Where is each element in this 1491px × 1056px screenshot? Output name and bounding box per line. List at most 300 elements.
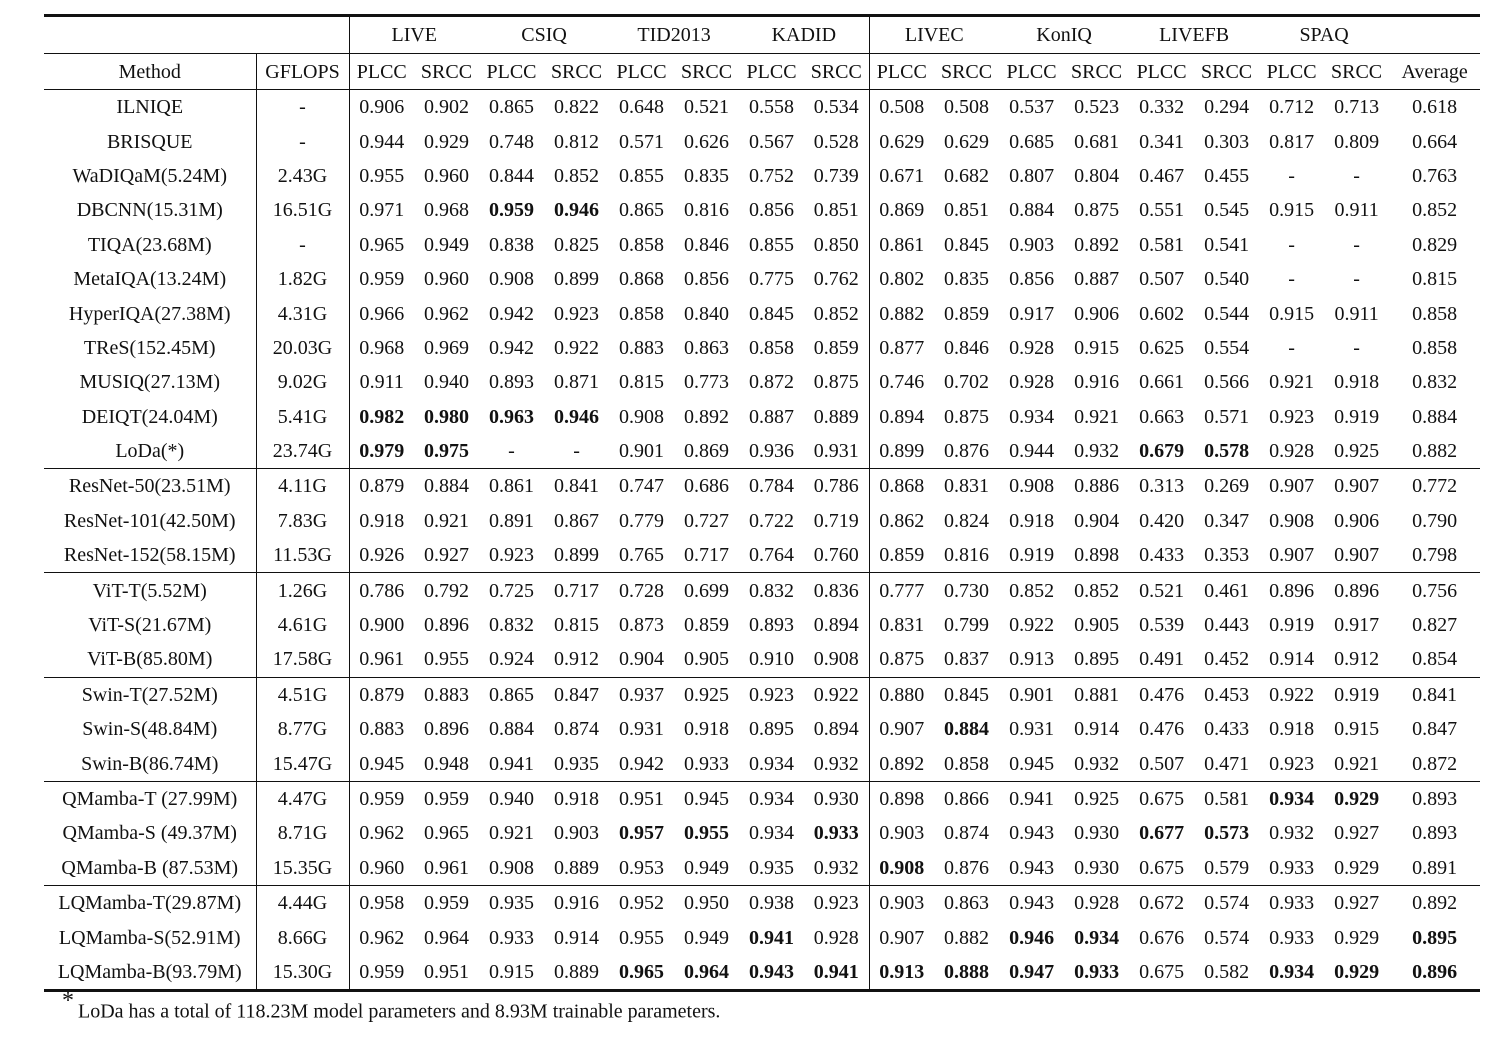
score-cell: 0.727 (684, 509, 730, 532)
method-cell: QMamba-B (87.53M) (61, 856, 239, 879)
results-table-container (44, 14, 1480, 992)
score-cell: 0.922 (1009, 614, 1055, 637)
score-cell: 0.923 (1269, 752, 1315, 775)
score-cell: 0.929 (1324, 955, 1389, 991)
score-cell: 0.879 (349, 469, 414, 504)
score-cell: 0.786 (804, 469, 869, 504)
table-row (44, 538, 1480, 573)
dataset-header-kadid: KADID (739, 16, 869, 54)
score-cell: 0.544 (1204, 302, 1250, 325)
score-cell: 0.889 (813, 405, 859, 428)
score-cell: 0.965 (609, 955, 674, 991)
score-cell: 0.908 (489, 856, 535, 879)
method-cell: QMamba-S (49.37M) (62, 822, 237, 845)
score-cell: 0.921 (424, 509, 469, 532)
score-cell: 0.792 (414, 573, 479, 608)
gflops-cell: 2.43G (256, 159, 349, 193)
score-cell: 0.746 (869, 365, 934, 399)
score-cell: 0.922 (1259, 677, 1324, 712)
score-cell: 0.932 (813, 752, 859, 775)
metric-header-srcc: SRCC (674, 54, 739, 90)
score-cell: 0.812 (554, 130, 600, 153)
score-cell: 0.836 (804, 573, 869, 608)
table-row (44, 434, 1480, 469)
score-cell: - (1288, 233, 1295, 256)
score-cell: 0.877 (869, 331, 934, 365)
score-cell: 0.941 (804, 955, 869, 991)
score-cell: 0.908 (869, 851, 934, 886)
score-cell: 0.433 (1139, 544, 1185, 567)
score-cell: 0.865 (479, 677, 544, 712)
score-cell: 0.847 (544, 677, 609, 712)
score-cell: 0.907 (1324, 469, 1389, 504)
score-cell: 0.841 (544, 469, 609, 504)
footnote (62, 990, 720, 1024)
score-cell: - (1353, 233, 1360, 256)
method-cell: LoDa(*) (115, 440, 185, 463)
average-cell: 0.893 (1389, 781, 1480, 816)
score-cell: 0.961 (424, 856, 469, 879)
gflops-cell: 15.30G (256, 955, 349, 991)
score-cell: 0.919 (1334, 405, 1380, 428)
score-cell: 0.946 (554, 199, 600, 222)
score-cell: 0.859 (869, 538, 934, 573)
blank-cell (44, 16, 256, 54)
average-header: Average (1389, 54, 1480, 90)
dataset-header-csiq: CSIQ (479, 16, 609, 54)
score-cell: 0.928 (1009, 371, 1055, 394)
score-cell: 0.846 (944, 336, 990, 359)
score-cell: 0.866 (934, 781, 999, 816)
score-cell: 0.964 (674, 955, 739, 991)
score-cell: 0.892 (1074, 233, 1120, 256)
method-cell: TReS(152.45M) (83, 336, 216, 359)
average-cell: 0.854 (1412, 648, 1458, 671)
score-cell: 0.923 (739, 677, 804, 712)
score-cell: 0.941 (489, 752, 535, 775)
dataset-header-livec: LIVEC (869, 16, 999, 54)
score-cell: 0.921 (1334, 752, 1380, 775)
gflops-cell: 16.51G (256, 193, 349, 227)
score-cell: 0.868 (619, 268, 665, 291)
score-cell: 0.835 (684, 164, 730, 187)
method-cell: HyperIQA(27.38M) (68, 302, 231, 325)
method-cell: Swin-B(86.74M) (81, 752, 219, 775)
table-row (44, 955, 1480, 991)
score-cell: - (1288, 268, 1295, 291)
score-cell: 0.566 (1204, 371, 1250, 394)
table-row (44, 677, 1480, 712)
score-cell: 0.960 (349, 851, 414, 886)
score-cell: 0.871 (554, 371, 600, 394)
gflops-cell: 8.66G (256, 920, 349, 954)
table-row (44, 193, 1480, 227)
score-cell: 0.453 (1194, 677, 1259, 712)
score-cell: - (508, 440, 515, 463)
score-cell: 0.764 (749, 544, 795, 567)
score-cell: 0.671 (869, 159, 934, 193)
metric-header-srcc: SRCC (934, 54, 999, 90)
blank-cell (256, 16, 349, 54)
score-cell: 0.934 (1009, 405, 1055, 428)
score-cell: 0.957 (619, 822, 665, 845)
metric-header-srcc: SRCC (804, 54, 869, 90)
score-cell: 0.919 (1324, 677, 1389, 712)
score-cell: 0.913 (1009, 648, 1055, 671)
average-cell: 0.858 (1412, 302, 1458, 325)
score-cell: 0.883 (349, 712, 414, 746)
score-cell: 0.946 (1009, 926, 1055, 949)
score-cell: 0.838 (489, 233, 535, 256)
score-cell: 0.922 (804, 677, 869, 712)
gflops-cell: 4.11G (256, 469, 349, 504)
score-cell: 0.884 (1009, 199, 1055, 222)
score-cell: 0.717 (544, 573, 609, 608)
score-cell: 0.675 (1139, 856, 1185, 879)
average-cell: 0.896 (1389, 955, 1480, 991)
score-cell: 0.825 (554, 233, 600, 256)
score-cell: 0.944 (349, 124, 414, 158)
score-cell: 0.907 (869, 920, 934, 954)
score-cell: 0.874 (554, 718, 600, 741)
score-cell: 0.467 (1139, 164, 1185, 187)
score-cell: 0.476 (1129, 677, 1194, 712)
score-cell: - (1353, 164, 1360, 187)
score-cell: 0.907 (1334, 544, 1380, 567)
score-cell: 0.353 (1204, 544, 1250, 567)
score-cell: 0.949 (424, 233, 469, 256)
score-cell: 0.537 (999, 90, 1064, 125)
average-cell: 0.832 (1412, 371, 1458, 394)
score-cell: 0.932 (1074, 440, 1120, 463)
gflops-cell: - (256, 228, 349, 262)
score-cell: 0.730 (934, 573, 999, 608)
table-row (44, 124, 1480, 158)
score-cell: 0.925 (674, 677, 739, 712)
score-cell: 0.779 (619, 509, 665, 532)
gflops-cell: 5.41G (256, 400, 349, 434)
score-cell: 0.571 (619, 130, 665, 153)
score-cell: 0.832 (739, 573, 804, 608)
score-cell: 0.629 (869, 124, 934, 158)
score-cell: 0.858 (619, 302, 665, 325)
score-cell: 0.891 (489, 509, 535, 532)
score-cell: 0.935 (749, 856, 795, 879)
score-cell: 0.574 (1204, 926, 1250, 949)
score-cell: 0.851 (813, 199, 859, 222)
score-cell: 0.747 (609, 469, 674, 504)
table-row (44, 365, 1480, 399)
score-cell: 0.581 (1139, 233, 1185, 256)
score-cell: 0.941 (999, 781, 1064, 816)
score-cell: 0.934 (749, 752, 795, 775)
table-row (44, 712, 1480, 746)
score-cell: 0.713 (1324, 90, 1389, 125)
method-cell: TIQA(23.68M) (87, 233, 212, 256)
method-cell: DEIQT(24.04M) (81, 405, 218, 428)
score-cell: 0.923 (1269, 405, 1315, 428)
score-cell: 0.934 (739, 781, 804, 816)
score-cell: 0.672 (1129, 885, 1194, 920)
score-cell: 0.943 (999, 885, 1064, 920)
footnote-text: LoDa has a total of 118.23M model parameters and 8.93M trainable parameters. (78, 1000, 721, 1023)
score-cell: 0.855 (749, 233, 795, 256)
score-cell: 0.682 (944, 164, 990, 187)
score-cell: 0.739 (813, 164, 859, 187)
score-cell: 0.648 (609, 90, 674, 125)
score-cell: 0.969 (424, 336, 469, 359)
table-row (44, 608, 1480, 642)
score-cell: 0.677 (1139, 822, 1185, 845)
score-cell: 0.930 (1074, 856, 1120, 879)
score-cell: 0.980 (424, 405, 469, 428)
score-cell: 0.858 (944, 752, 990, 775)
score-cell: 0.933 (1259, 885, 1324, 920)
score-cell: 0.940 (424, 371, 469, 394)
table-row (44, 920, 1480, 954)
score-cell: 0.313 (1129, 469, 1194, 504)
method-cell: ViT-T(5.52M) (44, 573, 256, 608)
score-cell: 0.873 (619, 614, 665, 637)
score-cell: 0.837 (944, 648, 990, 671)
score-cell: 0.932 (813, 856, 859, 879)
score-cell: 0.925 (1334, 440, 1380, 463)
score-cell: 0.528 (813, 130, 859, 153)
score-cell: 0.951 (414, 955, 479, 991)
score-cell: 0.521 (674, 90, 739, 125)
score-cell: 0.845 (944, 233, 990, 256)
score-cell: 0.898 (1074, 544, 1120, 567)
score-cell: 0.508 (869, 90, 934, 125)
gflops-cell: - (256, 124, 349, 158)
dataset-header-livefb: LIVEFB (1129, 16, 1259, 54)
score-cell: 0.846 (684, 233, 730, 256)
average-cell: 0.772 (1389, 469, 1480, 504)
average-cell: 0.847 (1412, 718, 1458, 741)
average-cell: 0.841 (1389, 677, 1480, 712)
score-cell: 0.844 (489, 164, 535, 187)
score-cell: 0.675 (1129, 781, 1194, 816)
gflops-cell: - (256, 90, 349, 125)
score-cell: 0.912 (1334, 648, 1380, 671)
score-cell: 0.491 (1139, 648, 1185, 671)
score-cell: - (573, 440, 580, 463)
average-cell: 0.882 (1412, 440, 1458, 463)
score-cell: 0.824 (944, 509, 990, 532)
score-cell: 0.341 (1139, 130, 1185, 153)
score-cell: 0.943 (1009, 856, 1055, 879)
gflops-cell: 15.47G (256, 746, 349, 781)
score-cell: 0.875 (944, 405, 990, 428)
table-row (44, 331, 1480, 365)
score-cell: 0.921 (489, 822, 535, 845)
score-cell: 0.884 (944, 718, 990, 741)
score-cell: 0.896 (1324, 573, 1389, 608)
score-cell: 0.816 (944, 544, 990, 567)
average-cell: 0.829 (1412, 233, 1458, 256)
score-cell: 0.722 (749, 509, 795, 532)
score-cell: 0.965 (424, 822, 469, 845)
score-cell: - (1288, 336, 1295, 359)
score-cell: 0.955 (424, 648, 469, 671)
table-row (44, 816, 1480, 850)
score-cell: 0.894 (869, 400, 934, 434)
score-cell: 0.907 (1259, 469, 1324, 504)
score-cell: 0.859 (944, 302, 990, 325)
score-cell: 0.945 (349, 746, 414, 781)
average-cell: 0.815 (1412, 268, 1458, 291)
score-cell: 0.929 (1334, 856, 1380, 879)
score-cell: 0.852 (999, 573, 1064, 608)
score-cell: 0.912 (554, 648, 600, 671)
score-cell: 0.905 (684, 648, 730, 671)
score-cell: 0.935 (479, 885, 544, 920)
score-cell: 0.933 (1269, 856, 1315, 879)
table-row (44, 159, 1480, 193)
method-cell: ResNet-101(42.50M) (63, 509, 236, 532)
average-cell: 0.872 (1412, 752, 1458, 775)
score-cell: 0.886 (1064, 469, 1129, 504)
score-cell: 0.951 (609, 781, 674, 816)
score-cell: 0.963 (489, 405, 535, 428)
score-cell: 0.865 (479, 90, 544, 125)
score-cell: 0.541 (1204, 233, 1250, 256)
score-cell: 0.945 (674, 781, 739, 816)
average-cell: 0.884 (1412, 405, 1458, 428)
score-cell: 0.948 (424, 752, 469, 775)
score-cell: 0.934 (1074, 926, 1120, 949)
score-cell: 0.913 (869, 955, 934, 991)
gflops-cell: 8.77G (256, 712, 349, 746)
score-cell: 0.773 (684, 371, 730, 394)
method-cell: DBCNN(15.31M) (76, 199, 223, 222)
metric-header-plcc: PLCC (349, 54, 414, 90)
score-cell: 0.933 (684, 752, 730, 775)
score-cell: 0.629 (944, 130, 990, 153)
score-cell: 0.944 (1009, 440, 1055, 463)
method-header: Method (44, 54, 256, 90)
score-cell: 0.433 (1204, 718, 1250, 741)
score-cell: 0.728 (609, 573, 674, 608)
score-cell: 0.933 (489, 926, 535, 949)
score-cell: 0.831 (869, 608, 934, 642)
score-cell: 0.882 (944, 926, 990, 949)
score-cell: 0.947 (999, 955, 1064, 991)
score-cell: 0.581 (1194, 781, 1259, 816)
score-cell: 0.887 (749, 405, 795, 428)
score-cell: 0.809 (1334, 130, 1380, 153)
score-cell: 0.471 (1204, 752, 1250, 775)
score-cell: 0.822 (544, 90, 609, 125)
dataset-header-koniq: KonIQ (999, 16, 1129, 54)
score-cell: 0.943 (1009, 822, 1055, 845)
score-cell: 0.748 (489, 130, 535, 153)
score-cell: 0.960 (424, 164, 469, 187)
score-cell: 0.955 (349, 159, 414, 193)
gflops-cell: 4.47G (256, 781, 349, 816)
score-cell: 0.918 (1334, 371, 1380, 394)
score-cell: 0.937 (609, 677, 674, 712)
score-cell: 0.908 (489, 268, 535, 291)
score-cell: 0.900 (349, 608, 414, 642)
score-cell: 0.867 (554, 509, 600, 532)
score-cell: 0.884 (414, 469, 479, 504)
metric-header-plcc: PLCC (869, 54, 934, 90)
score-cell: 0.850 (813, 233, 859, 256)
method-cell: MetaIQA(13.24M) (73, 268, 227, 291)
score-cell: 0.578 (1204, 440, 1250, 463)
score-cell: 0.918 (1009, 509, 1055, 532)
score-cell: - (1353, 336, 1360, 359)
score-cell: 0.863 (934, 885, 999, 920)
metric-header-plcc: PLCC (1129, 54, 1194, 90)
score-cell: 0.959 (489, 199, 535, 222)
score-cell: 0.907 (1269, 544, 1315, 567)
score-cell: 0.922 (554, 336, 600, 359)
score-cell: 0.925 (1064, 781, 1129, 816)
score-cell: 0.861 (869, 228, 934, 262)
score-cell: 0.966 (349, 296, 414, 330)
score-cell: 0.962 (349, 816, 414, 850)
gflops-cell: 20.03G (256, 331, 349, 365)
score-cell: 0.906 (1074, 302, 1120, 325)
gflops-header: GFLOPS (256, 54, 349, 90)
table-row (44, 262, 1480, 296)
score-cell: 0.940 (479, 781, 544, 816)
gflops-cell: 1.82G (256, 262, 349, 296)
gflops-cell: 4.31G (256, 296, 349, 330)
gflops-cell: 23.74G (256, 434, 349, 469)
score-cell: 0.941 (749, 926, 795, 949)
score-cell: 0.567 (749, 130, 795, 153)
score-cell: 0.918 (349, 504, 414, 538)
method-cell: ViT-S(21.67M) (88, 614, 212, 637)
average-cell: 0.858 (1412, 336, 1458, 359)
score-cell: 0.955 (619, 926, 665, 949)
method-cell: ILNIQE (44, 90, 256, 125)
score-cell: 0.558 (739, 90, 804, 125)
gflops-cell: 7.83G (256, 504, 349, 538)
table-row (44, 228, 1480, 262)
score-cell: 0.942 (619, 752, 665, 775)
score-cell: 0.959 (414, 885, 479, 920)
score-cell: 0.952 (609, 885, 674, 920)
score-cell: 0.932 (1074, 752, 1120, 775)
score-cell: 0.888 (934, 955, 999, 991)
score-cell: 0.919 (1269, 614, 1315, 637)
score-cell: 0.960 (424, 268, 469, 291)
score-cell: 0.953 (619, 856, 665, 879)
score-cell: 0.962 (349, 920, 414, 954)
score-cell: 0.936 (749, 440, 795, 463)
score-cell: 0.935 (554, 752, 600, 775)
score-cell: 0.681 (1074, 130, 1120, 153)
score-cell: 0.929 (1324, 781, 1389, 816)
score-cell: 0.934 (1259, 781, 1324, 816)
score-cell: 0.858 (619, 233, 665, 256)
score-cell: 0.929 (424, 130, 469, 153)
score-cell: 0.924 (489, 648, 535, 671)
score-cell: 0.961 (349, 642, 414, 677)
dataset-header-row (44, 16, 1480, 54)
score-cell: 0.923 (489, 544, 535, 567)
metric-header-plcc: PLCC (479, 54, 544, 90)
score-cell: 0.959 (349, 781, 414, 816)
score-cell: 0.933 (1269, 926, 1315, 949)
score-cell: 0.882 (869, 296, 934, 330)
table-row (44, 400, 1480, 434)
score-cell: 0.455 (1204, 164, 1250, 187)
